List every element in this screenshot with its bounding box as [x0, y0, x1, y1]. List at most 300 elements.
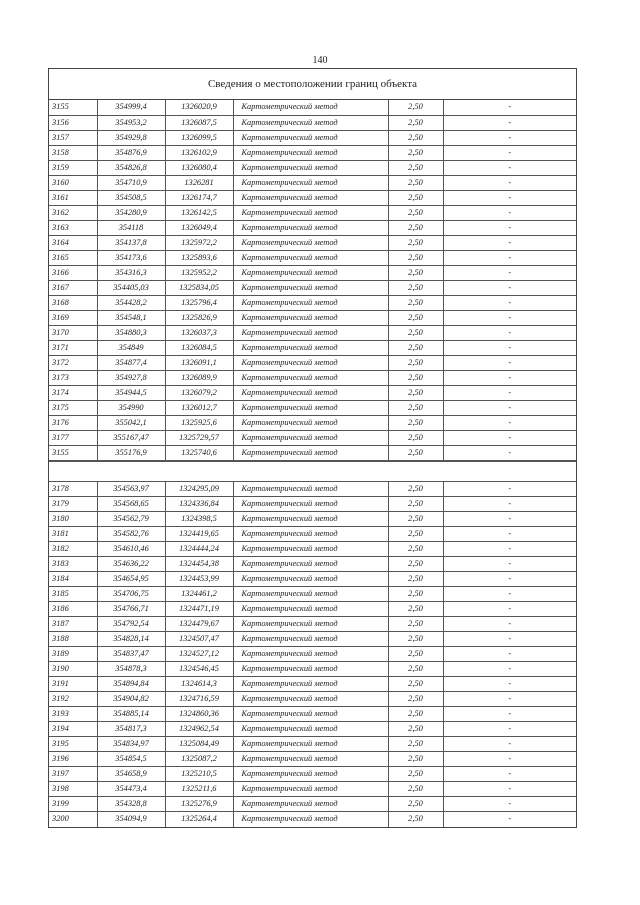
point-number-cell: 3178	[49, 482, 97, 497]
note-cell: -	[443, 602, 576, 617]
x-coordinate-cell: 354953,2	[97, 115, 165, 130]
method-cell: Картометрический метод	[233, 497, 388, 512]
table-row	[49, 220, 576, 235]
y-coordinate-cell: 1326099,5	[165, 130, 233, 145]
x-coordinate-cell: 354878,3	[97, 662, 165, 677]
accuracy-cell: 2,50	[388, 722, 443, 737]
accuracy-cell: 2,50	[388, 145, 443, 160]
y-coordinate-cell: 1324614,3	[165, 677, 233, 692]
method-cell: Картометрический метод	[233, 415, 388, 430]
point-number-cell: 3175	[49, 400, 97, 415]
x-coordinate-cell: 354610,46	[97, 542, 165, 557]
method-cell: Картометрический метод	[233, 310, 388, 325]
note-cell: -	[443, 130, 576, 145]
table-row	[49, 415, 576, 430]
point-number-cell: 3186	[49, 602, 97, 617]
accuracy-cell: 2,50	[388, 340, 443, 355]
method-cell: Картометрический метод	[233, 145, 388, 160]
note-cell: -	[443, 482, 576, 497]
accuracy-cell: 2,50	[388, 160, 443, 175]
table-row	[49, 430, 576, 445]
accuracy-cell: 2,50	[388, 190, 443, 205]
table-row	[49, 340, 576, 355]
accuracy-cell: 2,50	[388, 430, 443, 445]
x-coordinate-cell: 354880,3	[97, 325, 165, 340]
note-cell: -	[443, 160, 576, 175]
x-coordinate-cell: 354654,95	[97, 572, 165, 587]
x-coordinate-cell: 354766,71	[97, 602, 165, 617]
x-coordinate-cell: 354118	[97, 220, 165, 235]
method-cell: Картометрический метод	[233, 235, 388, 250]
table-row	[49, 145, 576, 160]
note-cell: -	[443, 782, 576, 797]
accuracy-cell: 2,50	[388, 677, 443, 692]
y-coordinate-cell: 1324295,09	[165, 482, 233, 497]
y-coordinate-cell: 1324507,47	[165, 632, 233, 647]
point-number-cell: 3167	[49, 280, 97, 295]
table-row	[49, 782, 576, 797]
accuracy-cell: 2,50	[388, 497, 443, 512]
point-number-cell: 3155	[49, 445, 97, 460]
accuracy-cell: 2,50	[388, 295, 443, 310]
accuracy-cell: 2,50	[388, 385, 443, 400]
x-coordinate-cell: 355176,9	[97, 445, 165, 460]
y-coordinate-cell: 1324461,2	[165, 587, 233, 602]
table-row	[49, 722, 576, 737]
method-cell: Картометрический метод	[233, 662, 388, 677]
y-coordinate-cell: 1325834,05	[165, 280, 233, 295]
y-coordinate-cell: 1325729,57	[165, 430, 233, 445]
accuracy-cell: 2,50	[388, 632, 443, 647]
accuracy-cell: 2,50	[388, 752, 443, 767]
x-coordinate-cell: 354328,8	[97, 797, 165, 812]
y-coordinate-cell: 1325740,6	[165, 445, 233, 460]
method-cell: Картометрический метод	[233, 130, 388, 145]
method-cell: Картометрический метод	[233, 115, 388, 130]
accuracy-cell: 2,50	[388, 797, 443, 812]
table-row	[49, 767, 576, 782]
point-number-cell: 3162	[49, 205, 97, 220]
coordinates-sheet	[48, 68, 577, 828]
method-cell: Картометрический метод	[233, 370, 388, 385]
x-coordinate-cell: 354854,5	[97, 752, 165, 767]
table-row	[49, 325, 576, 340]
point-number-cell: 3188	[49, 632, 97, 647]
note-cell: -	[443, 310, 576, 325]
point-number-cell: 3190	[49, 662, 97, 677]
note-cell: -	[443, 385, 576, 400]
x-coordinate-cell: 354562,79	[97, 512, 165, 527]
point-number-cell: 3196	[49, 752, 97, 767]
accuracy-cell: 2,50	[388, 130, 443, 145]
accuracy-cell: 2,50	[388, 767, 443, 782]
note-cell: -	[443, 340, 576, 355]
table-row	[49, 100, 576, 115]
note-cell: -	[443, 145, 576, 160]
note-cell: -	[443, 175, 576, 190]
table-row	[49, 190, 576, 205]
y-coordinate-cell: 1325087,2	[165, 752, 233, 767]
point-number-cell: 3164	[49, 235, 97, 250]
method-cell: Картометрический метод	[233, 385, 388, 400]
table-row	[49, 737, 576, 752]
point-number-cell: 3199	[49, 797, 97, 812]
point-number-cell: 3156	[49, 115, 97, 130]
table-row	[49, 370, 576, 385]
x-coordinate-cell: 354280,9	[97, 205, 165, 220]
x-coordinate-cell: 354792,54	[97, 617, 165, 632]
x-coordinate-cell: 354405,03	[97, 280, 165, 295]
x-coordinate-cell: 354834,97	[97, 737, 165, 752]
point-number-cell: 3158	[49, 145, 97, 160]
point-number-cell: 3182	[49, 542, 97, 557]
accuracy-cell: 2,50	[388, 602, 443, 617]
y-coordinate-cell: 1324860,36	[165, 707, 233, 722]
note-cell: -	[443, 542, 576, 557]
point-number-cell: 3180	[49, 512, 97, 527]
y-coordinate-cell: 1326142,5	[165, 205, 233, 220]
accuracy-cell: 2,50	[388, 280, 443, 295]
note-cell: -	[443, 235, 576, 250]
point-number-cell: 3159	[49, 160, 97, 175]
x-coordinate-cell: 354817,3	[97, 722, 165, 737]
point-number-cell: 3193	[49, 707, 97, 722]
accuracy-cell: 2,50	[388, 707, 443, 722]
y-coordinate-cell: 1324454,38	[165, 557, 233, 572]
note-cell: -	[443, 557, 576, 572]
note-cell: -	[443, 632, 576, 647]
method-cell: Картометрический метод	[233, 400, 388, 415]
method-cell: Картометрический метод	[233, 782, 388, 797]
accuracy-cell: 2,50	[388, 812, 443, 827]
x-coordinate-cell: 354927,8	[97, 370, 165, 385]
point-number-cell: 3173	[49, 370, 97, 385]
point-number-cell: 3183	[49, 557, 97, 572]
note-cell: -	[443, 767, 576, 782]
accuracy-cell: 2,50	[388, 175, 443, 190]
accuracy-cell: 2,50	[388, 400, 443, 415]
accuracy-cell: 2,50	[388, 512, 443, 527]
method-cell: Картометрический метод	[233, 355, 388, 370]
note-cell: -	[443, 430, 576, 445]
x-coordinate-cell: 354173,6	[97, 250, 165, 265]
note-cell: -	[443, 677, 576, 692]
point-number-cell: 3181	[49, 527, 97, 542]
method-cell: Картометрический метод	[233, 572, 388, 587]
y-coordinate-cell: 1326079,2	[165, 385, 233, 400]
y-coordinate-cell: 1326020,9	[165, 100, 233, 115]
x-coordinate-cell: 354904,82	[97, 692, 165, 707]
y-coordinate-cell: 1324471,19	[165, 602, 233, 617]
note-cell: -	[443, 572, 576, 587]
accuracy-cell: 2,50	[388, 235, 443, 250]
accuracy-cell: 2,50	[388, 617, 443, 632]
x-coordinate-cell: 354885,14	[97, 707, 165, 722]
table-row	[49, 445, 576, 460]
accuracy-cell: 2,50	[388, 662, 443, 677]
method-cell: Картометрический метод	[233, 737, 388, 752]
table-row	[49, 557, 576, 572]
point-number-cell: 3198	[49, 782, 97, 797]
accuracy-cell: 2,50	[388, 557, 443, 572]
method-cell: Картометрический метод	[233, 190, 388, 205]
note-cell: -	[443, 737, 576, 752]
x-coordinate-cell: 354944,5	[97, 385, 165, 400]
note-cell: -	[443, 752, 576, 767]
method-cell: Картометрический метод	[233, 325, 388, 340]
accuracy-cell: 2,50	[388, 692, 443, 707]
accuracy-cell: 2,50	[388, 647, 443, 662]
table-row	[49, 812, 576, 827]
x-coordinate-cell: 354094,9	[97, 812, 165, 827]
method-cell: Картометрический метод	[233, 767, 388, 782]
table-row	[49, 115, 576, 130]
point-number-cell: 3174	[49, 385, 97, 400]
method-cell: Картометрический метод	[233, 557, 388, 572]
x-coordinate-cell: 354137,8	[97, 235, 165, 250]
x-coordinate-cell: 354828,14	[97, 632, 165, 647]
x-coordinate-cell: 354636,22	[97, 557, 165, 572]
x-coordinate-cell: 354710,9	[97, 175, 165, 190]
y-coordinate-cell: 1324453,99	[165, 572, 233, 587]
x-coordinate-cell: 354316,3	[97, 265, 165, 280]
note-cell: -	[443, 617, 576, 632]
y-coordinate-cell: 1324419,65	[165, 527, 233, 542]
accuracy-cell: 2,50	[388, 445, 443, 460]
method-cell: Картометрический метод	[233, 100, 388, 115]
y-coordinate-cell: 1325952,2	[165, 265, 233, 280]
point-number-cell: 3166	[49, 265, 97, 280]
table-row	[49, 662, 576, 677]
x-coordinate-cell: 354990	[97, 400, 165, 415]
y-coordinate-cell: 1325276,9	[165, 797, 233, 812]
method-cell: Картометрический метод	[233, 175, 388, 190]
method-cell: Картометрический метод	[233, 220, 388, 235]
table-row	[49, 205, 576, 220]
point-number-cell: 3157	[49, 130, 97, 145]
table-row	[49, 280, 576, 295]
point-number-cell: 3192	[49, 692, 97, 707]
table-row	[49, 235, 576, 250]
point-number-cell: 3179	[49, 497, 97, 512]
method-cell: Картометрический метод	[233, 280, 388, 295]
y-coordinate-cell: 1326037,3	[165, 325, 233, 340]
table-row	[49, 355, 576, 370]
note-cell: -	[443, 265, 576, 280]
method-cell: Картометрический метод	[233, 430, 388, 445]
accuracy-cell: 2,50	[388, 572, 443, 587]
method-cell: Картометрический метод	[233, 295, 388, 310]
point-number-cell: 3170	[49, 325, 97, 340]
note-cell: -	[443, 692, 576, 707]
accuracy-cell: 2,50	[388, 205, 443, 220]
method-cell: Картометрический метод	[233, 812, 388, 827]
y-coordinate-cell: 1326012,7	[165, 400, 233, 415]
y-coordinate-cell: 1325925,6	[165, 415, 233, 430]
y-coordinate-cell: 1325796,4	[165, 295, 233, 310]
method-cell: Картометрический метод	[233, 482, 388, 497]
point-number-cell: 3169	[49, 310, 97, 325]
x-coordinate-cell: 354706,75	[97, 587, 165, 602]
note-cell: -	[443, 370, 576, 385]
point-number-cell: 3155	[49, 100, 97, 115]
table-row	[49, 130, 576, 145]
accuracy-cell: 2,50	[388, 587, 443, 602]
y-coordinate-cell: 1326080,4	[165, 160, 233, 175]
method-cell: Картометрический метод	[233, 602, 388, 617]
accuracy-cell: 2,50	[388, 325, 443, 340]
table-row	[49, 707, 576, 722]
point-number-cell: 3168	[49, 295, 97, 310]
table-row	[49, 265, 576, 280]
page-number: 140	[312, 55, 328, 66]
x-coordinate-cell: 354563,97	[97, 482, 165, 497]
method-cell: Картометрический метод	[233, 797, 388, 812]
note-cell: -	[443, 325, 576, 340]
y-coordinate-cell: 1326084,5	[165, 340, 233, 355]
method-cell: Картометрический метод	[233, 527, 388, 542]
point-number-cell: 3187	[49, 617, 97, 632]
x-coordinate-cell: 354877,4	[97, 355, 165, 370]
coordinates-table-continued	[49, 482, 576, 827]
note-cell: -	[443, 100, 576, 115]
note-cell: -	[443, 812, 576, 827]
accuracy-cell: 2,50	[388, 115, 443, 130]
note-cell: -	[443, 647, 576, 662]
x-coordinate-cell: 354876,9	[97, 145, 165, 160]
table-row	[49, 677, 576, 692]
table-block-1	[49, 100, 576, 460]
table-row	[49, 602, 576, 617]
note-cell: -	[443, 415, 576, 430]
note-cell: -	[443, 587, 576, 602]
method-cell: Картометрический метод	[233, 587, 388, 602]
y-coordinate-cell: 1326087,5	[165, 115, 233, 130]
method-cell: Картометрический метод	[233, 340, 388, 355]
y-coordinate-cell: 1326091,1	[165, 355, 233, 370]
x-coordinate-cell: 354929,8	[97, 130, 165, 145]
method-cell: Картометрический метод	[233, 647, 388, 662]
method-cell: Картометрический метод	[233, 160, 388, 175]
sheet-title: Сведения о местоположении границ объекта	[49, 69, 576, 100]
method-cell: Картометрический метод	[233, 752, 388, 767]
y-coordinate-cell: 1326089,9	[165, 370, 233, 385]
accuracy-cell: 2,50	[388, 527, 443, 542]
point-number-cell: 3195	[49, 737, 97, 752]
accuracy-cell: 2,50	[388, 355, 443, 370]
table-row	[49, 617, 576, 632]
accuracy-cell: 2,50	[388, 250, 443, 265]
point-number-cell: 3171	[49, 340, 97, 355]
method-cell: Картометрический метод	[233, 692, 388, 707]
point-number-cell: 3194	[49, 722, 97, 737]
table-row	[49, 385, 576, 400]
accuracy-cell: 2,50	[388, 482, 443, 497]
note-cell: -	[443, 115, 576, 130]
x-coordinate-cell: 354508,5	[97, 190, 165, 205]
x-coordinate-cell: 354473,4	[97, 782, 165, 797]
x-coordinate-cell: 354837,47	[97, 647, 165, 662]
y-coordinate-cell: 1325893,6	[165, 250, 233, 265]
table-row	[49, 512, 576, 527]
y-coordinate-cell: 1325972,2	[165, 235, 233, 250]
note-cell: -	[443, 295, 576, 310]
accuracy-cell: 2,50	[388, 220, 443, 235]
y-coordinate-cell: 1324716,59	[165, 692, 233, 707]
note-cell: -	[443, 190, 576, 205]
table-row	[49, 647, 576, 662]
method-cell: Картометрический метод	[233, 265, 388, 280]
y-coordinate-cell: 1324546,45	[165, 662, 233, 677]
table-block-2	[49, 482, 576, 827]
y-coordinate-cell: 1325264,4	[165, 812, 233, 827]
x-coordinate-cell: 355167,47	[97, 430, 165, 445]
accuracy-cell: 2,50	[388, 782, 443, 797]
note-cell: -	[443, 722, 576, 737]
point-number-cell: 3176	[49, 415, 97, 430]
x-coordinate-cell: 354428,2	[97, 295, 165, 310]
accuracy-cell: 2,50	[388, 542, 443, 557]
point-number-cell: 3191	[49, 677, 97, 692]
accuracy-cell: 2,50	[388, 737, 443, 752]
table-row	[49, 160, 576, 175]
note-cell: -	[443, 445, 576, 460]
y-coordinate-cell: 1326102,9	[165, 145, 233, 160]
point-number-cell: 3172	[49, 355, 97, 370]
method-cell: Картометрический метод	[233, 445, 388, 460]
table-row	[49, 632, 576, 647]
coordinates-table	[49, 100, 576, 461]
y-coordinate-cell: 1324527,12	[165, 647, 233, 662]
note-cell: -	[443, 355, 576, 370]
method-cell: Картометрический метод	[233, 250, 388, 265]
table-row	[49, 692, 576, 707]
accuracy-cell: 2,50	[388, 310, 443, 325]
point-number-cell: 3161	[49, 190, 97, 205]
x-coordinate-cell: 354548,1	[97, 310, 165, 325]
point-number-cell: 3165	[49, 250, 97, 265]
y-coordinate-cell: 1326174,7	[165, 190, 233, 205]
note-cell: -	[443, 527, 576, 542]
point-number-cell: 3189	[49, 647, 97, 662]
x-coordinate-cell: 354849	[97, 340, 165, 355]
method-cell: Картометрический метод	[233, 205, 388, 220]
note-cell: -	[443, 250, 576, 265]
method-cell: Картометрический метод	[233, 542, 388, 557]
point-number-cell: 3184	[49, 572, 97, 587]
note-cell: -	[443, 707, 576, 722]
note-cell: -	[443, 662, 576, 677]
note-cell: -	[443, 205, 576, 220]
method-cell: Картометрический метод	[233, 617, 388, 632]
table-row	[49, 295, 576, 310]
y-coordinate-cell: 1324444,24	[165, 542, 233, 557]
point-number-cell: 3177	[49, 430, 97, 445]
y-coordinate-cell: 1324336,84	[165, 497, 233, 512]
point-number-cell: 3197	[49, 767, 97, 782]
x-coordinate-cell: 354582,76	[97, 527, 165, 542]
x-coordinate-cell: 354568,65	[97, 497, 165, 512]
note-cell: -	[443, 497, 576, 512]
y-coordinate-cell: 1325211,6	[165, 782, 233, 797]
point-number-cell: 3160	[49, 175, 97, 190]
accuracy-cell: 2,50	[388, 370, 443, 385]
y-coordinate-cell: 1325084,49	[165, 737, 233, 752]
point-number-cell: 3163	[49, 220, 97, 235]
y-coordinate-cell: 1326281	[165, 175, 233, 190]
point-number-cell: 3185	[49, 587, 97, 602]
table-row	[49, 572, 576, 587]
